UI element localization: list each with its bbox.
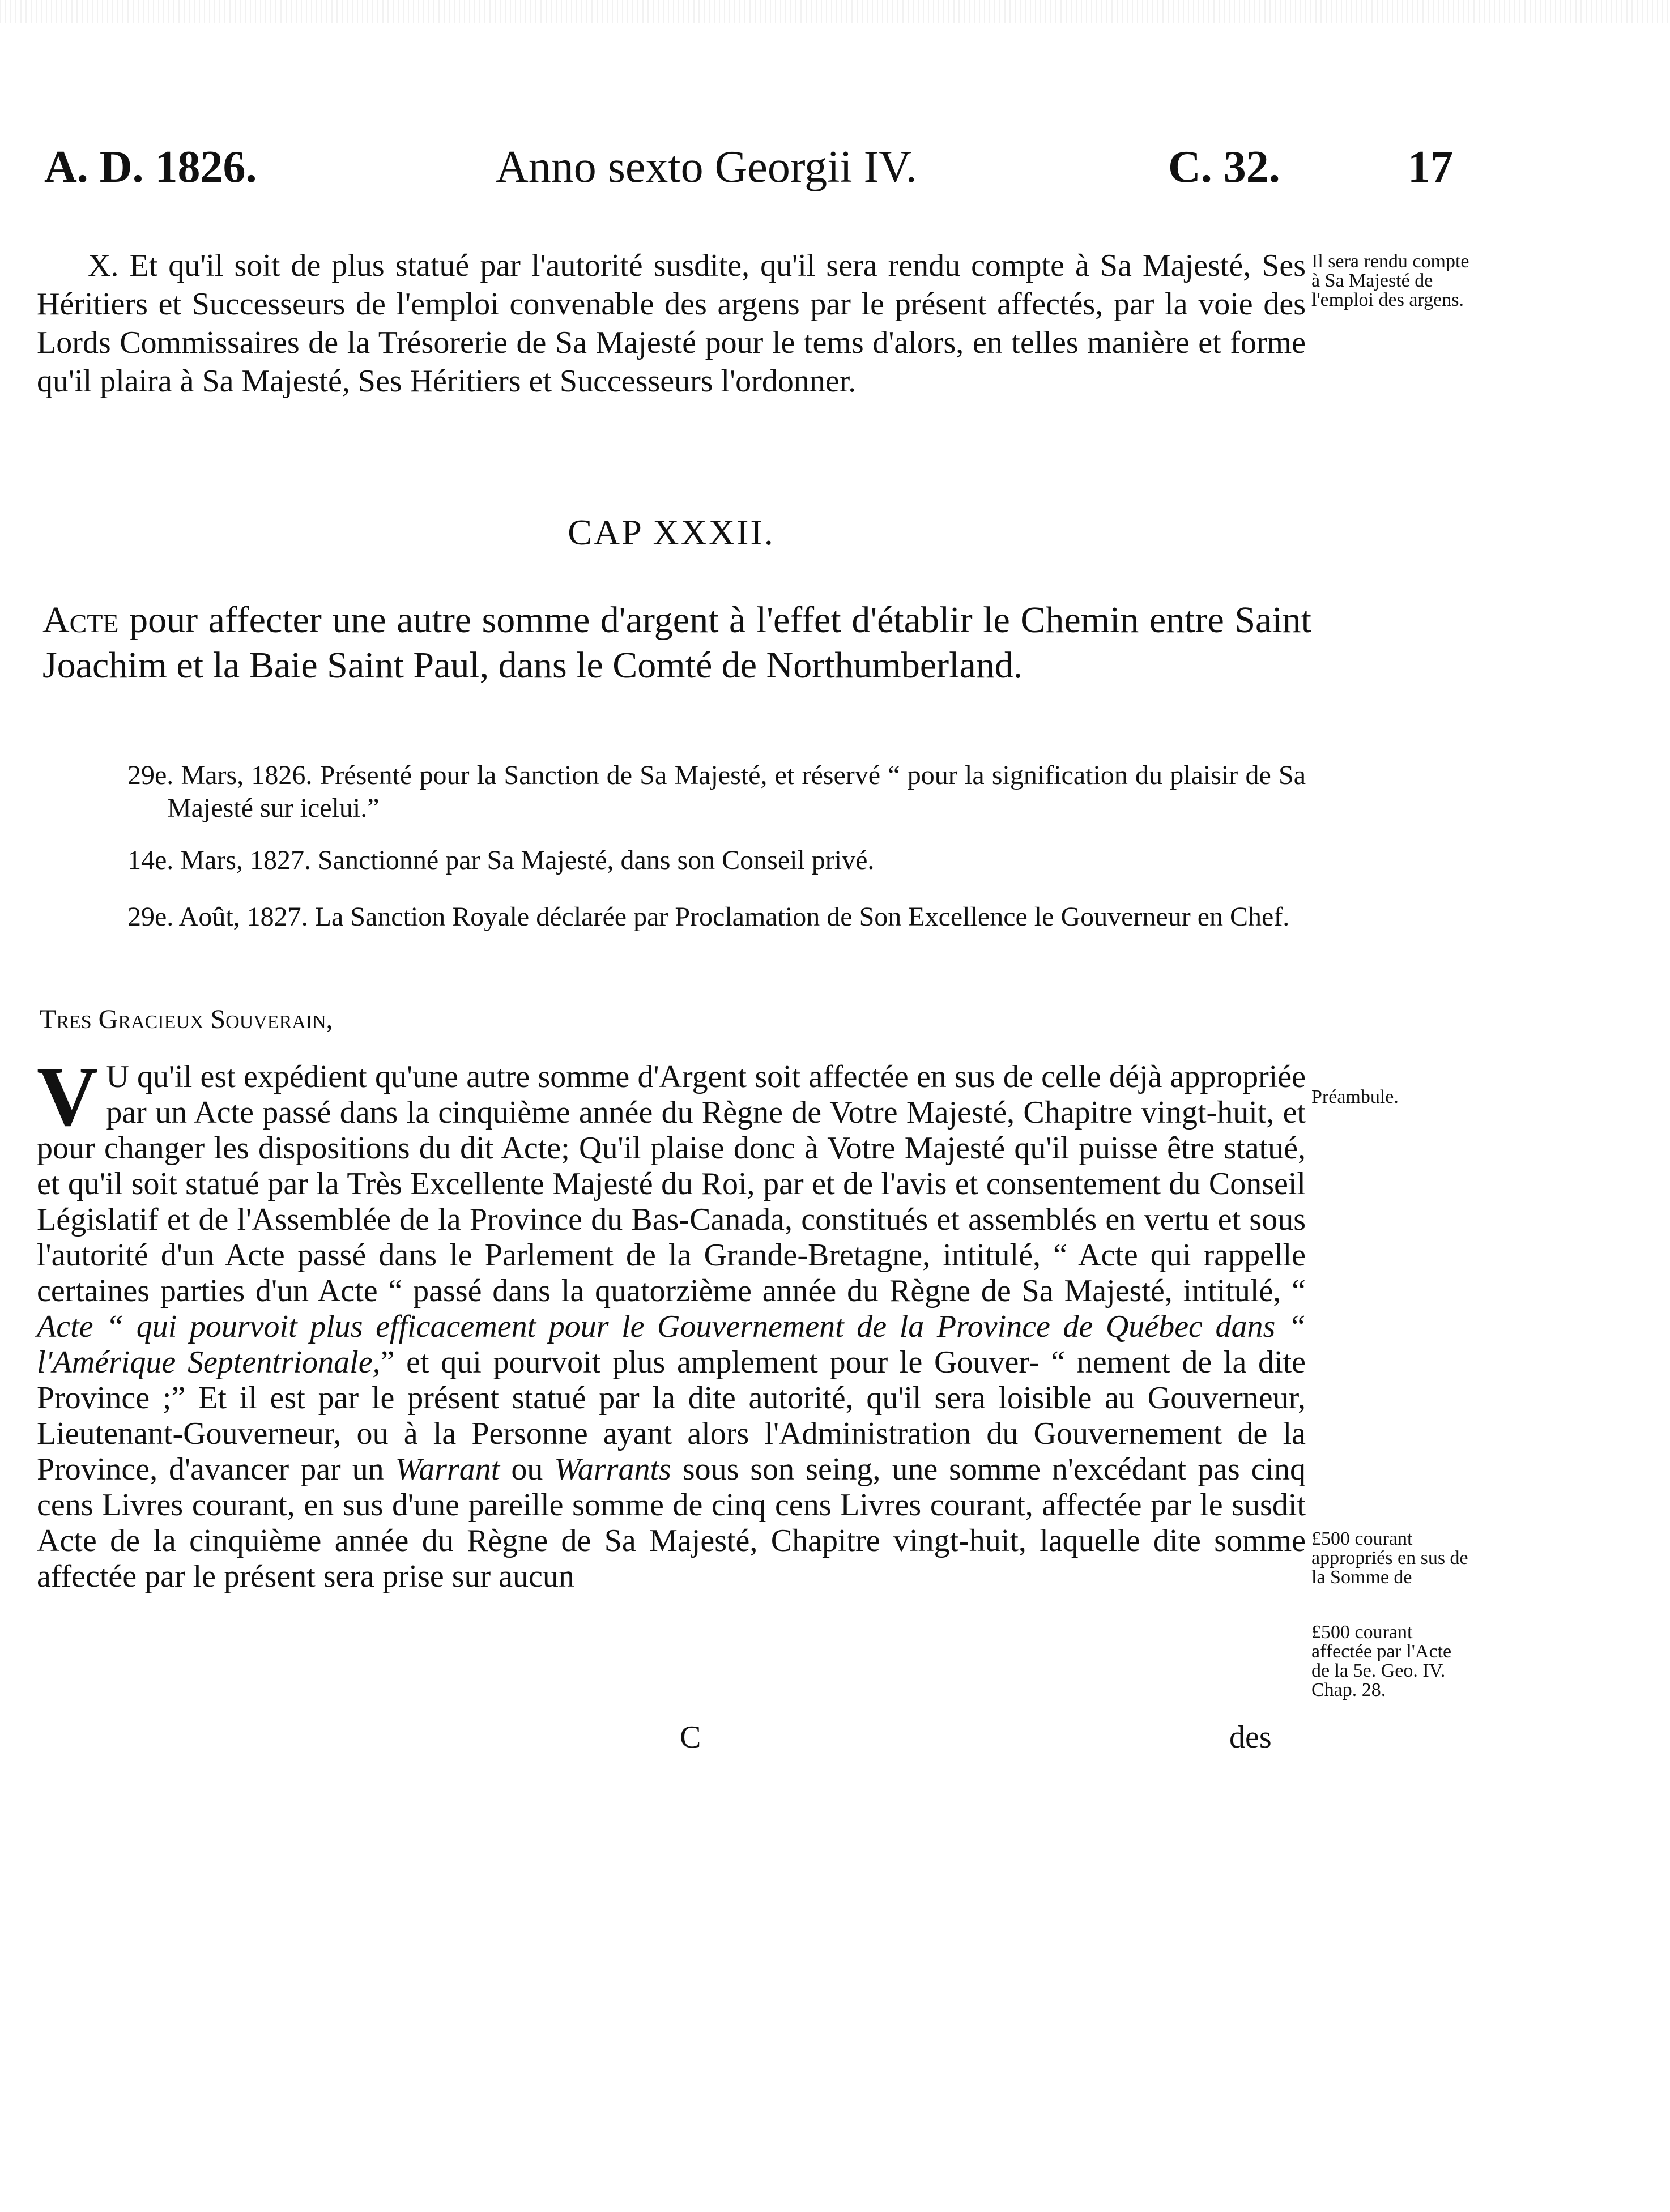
act-title-rest: pour affecter une autre somme d'argent à l'effet d'établir le Chemin entre Saint Joachim et la Baie Saint Paul, dans le Comté de Northumberland. bbox=[42, 599, 1311, 686]
warrants-word: Warrants bbox=[554, 1452, 671, 1487]
drop-cap: V bbox=[37, 1050, 99, 1144]
header-chapter: C. 32. bbox=[1168, 142, 1280, 192]
signature-mark: C bbox=[680, 1720, 701, 1755]
date-line-proclaimed bbox=[127, 901, 1306, 934]
section-x-text: X. Et qu'il soit de plus statué par l'autorité susdite, qu'il sera rendu compte à Sa Majesté, Ses Héritiers et Successeurs de l'emploi convenable des argens par le présent affectés, par la voie des Lords Commissaires de la Trésorerie de Sa Majesté pour le tems d'alors, en telles manière et forme qu'il plaira à Sa Majesté, Ses Héritiers et Successeurs l'ordonner. bbox=[37, 248, 1306, 399]
preamble-part-1: U qu'il est expédient qu'une autre somme d'Argent soit affectée en sus de celle déjà appropriée par un Acte passé dans la cinquième année du Règne de Votre Majesté, Chapitre vingt-huit, et pour changer les dispositions du dit Acte; Qu'il plaise donc à Votre Majesté qu'il puisse être statué, et qu'il soit statué par la Très Excellente Majesté du Roi, par et de l'avis et consentement du Conseil Législatif et de l'Assemblée de la Province du Bas-Canada, constitués et assemblés en vertu et sous l'autorité d'un Acte passé dans le Parlement de la Grande-Bretagne, intitulé, “ Acte qui rappelle certaines parties d'un Acte “ passé dans la quatorzième année du Règne de Sa Majesté, intitulé, “ bbox=[37, 1059, 1306, 1309]
catchword: des bbox=[1229, 1720, 1272, 1755]
date-line-presented bbox=[127, 759, 1306, 825]
preamble-part-2: ” et qui pourvoit plus amplement pour le Gouver- “ nement de la dite Province ;” Et il est par le présent statué par la dite autorité, qu'il sera loisible au Gouverneur, Lieutenant-Gouverneur, ou à la Personne ayant alors l'Administration du Gouvernement de la Province, d'avancer par un bbox=[37, 1345, 1306, 1487]
date-line-sanctioned bbox=[127, 844, 1306, 877]
margin-note-500-affectee: £500 courant affectée par l'Acte de la 5e. Geo. IV. Chap. 28. bbox=[1311, 1622, 1452, 1700]
date-text: 29e. Mars, 1826. Présenté pour la Sanction de Sa Majesté, et réservé “ pour la signification du plaisir de Sa Majesté sur icelui.” bbox=[127, 760, 1306, 823]
scan-noise bbox=[0, 0, 1670, 23]
header-title: Anno sexto Georgii IV. bbox=[496, 142, 917, 192]
preamble-italic-title: Acte “ qui pourvoit plus efficacement pour le Gouvernement de la Province de Québec dans “ l'Amérique Septentrionale, bbox=[37, 1309, 1306, 1380]
preamble-text bbox=[37, 1050, 1306, 1595]
act-title bbox=[37, 598, 1311, 688]
preamble-part-3: sous son seing, une somme n'excédant pas cinq cens Livres courant, en sus d'une pareille somme de cinq cens Livres courant, affectée par le susdit Acte de la cinquième année du Règne de Sa Majesté, Chapitre vingt-huit, laquelle dite somme affectée par le présent sera prise sur aucun bbox=[37, 1452, 1306, 1594]
margin-note-preambule: Préambule. bbox=[1311, 1086, 1399, 1107]
act-word: Acte bbox=[42, 599, 119, 641]
margin-note-compte: Il sera rendu compte à Sa Majesté de l'emploi des argens. bbox=[1311, 251, 1469, 310]
chapter-heading: CAP XXXII. bbox=[568, 512, 775, 552]
date-text: 29e. Août, 1827. La Sanction Royale déclarée par Proclamation de Son Excellence le Gouverneur en Chef. bbox=[127, 902, 1290, 932]
salutation: Tres Gracieux Souverain, bbox=[40, 1004, 333, 1034]
warrant-word: Warrant bbox=[395, 1452, 500, 1487]
header-year: A. D. 1826. bbox=[44, 142, 257, 192]
date-text: 14e. Mars, 1827. Sanctionné par Sa Majesté, dans son Conseil privé. bbox=[127, 845, 875, 875]
margin-note-500-appropries: £500 courant appropriés en sus de la Somme de bbox=[1311, 1528, 1468, 1588]
header-page-number: 17 bbox=[1408, 142, 1453, 192]
ou-word: ou bbox=[511, 1452, 543, 1487]
